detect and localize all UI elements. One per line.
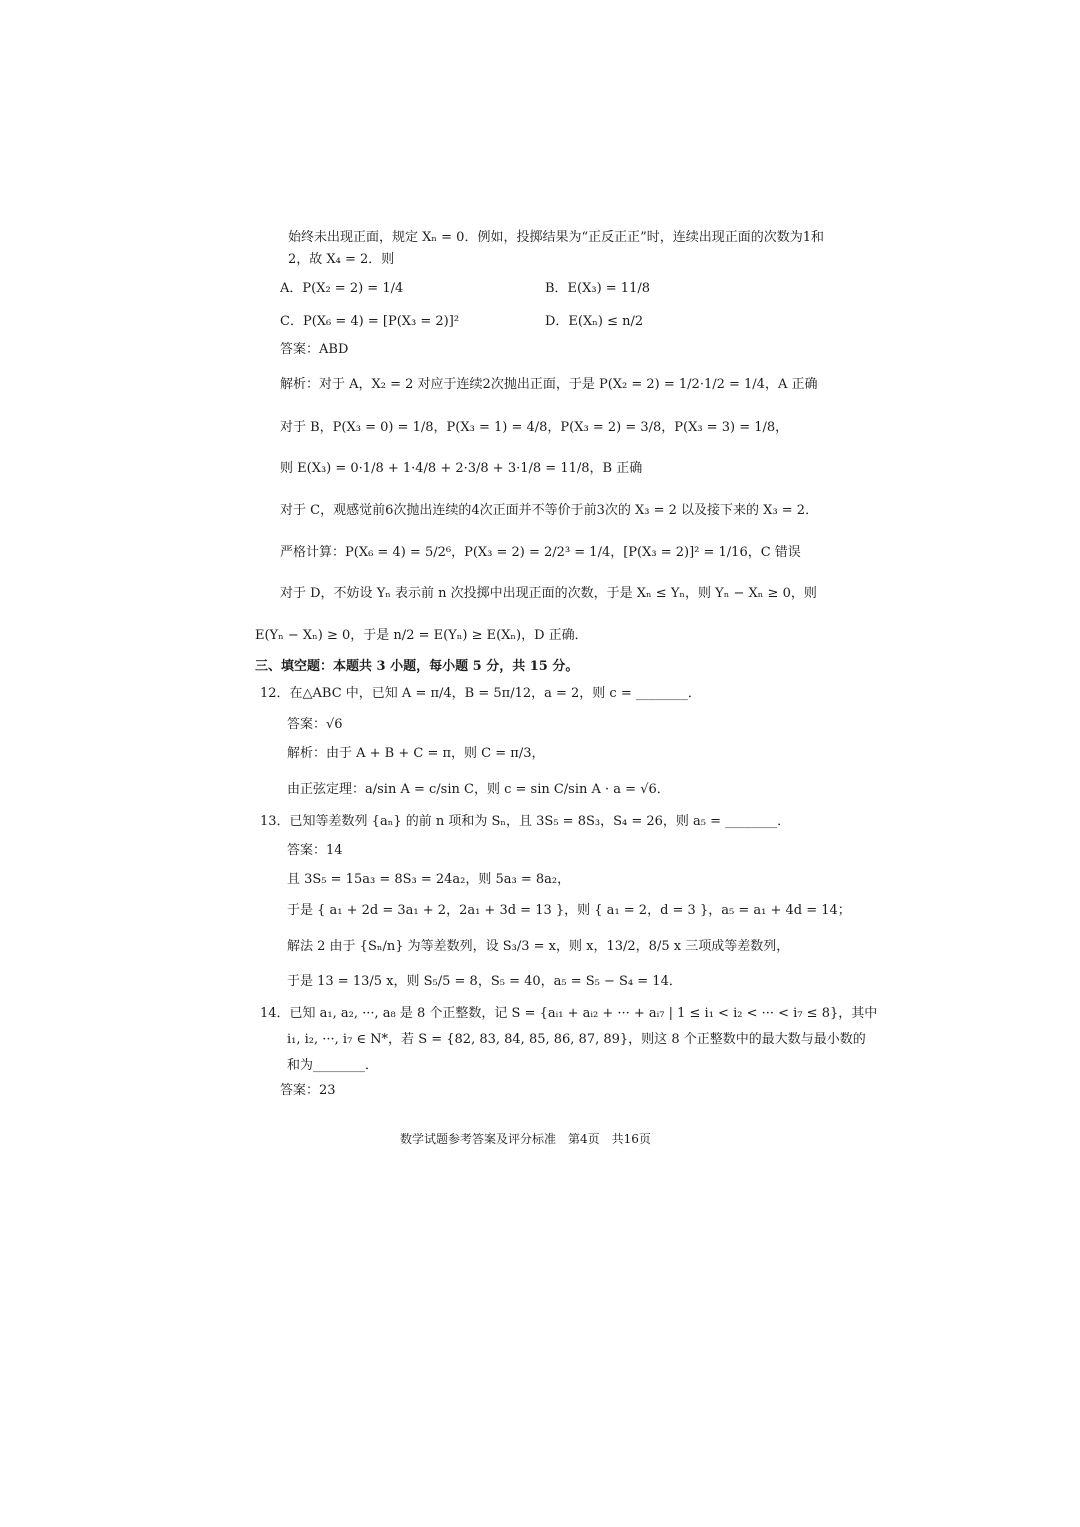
text-line: 于是 { a₁ + 2d = 3a₁ + 2，2a₁ + 3d = 13 }，则 { a₁ = 2，d = 3 }，a₅ = a₁ + 4d = 14； [287, 903, 851, 918]
answer-12: 答案：√6 [287, 717, 343, 732]
text-line: 由正弦定理：a/sin A = c/sin C，则 c = sin C/sin A · a = √6． [287, 782, 670, 797]
option-b: B．E(X₃) = 11/8 [545, 281, 651, 296]
text-line: 对于 B，P(X₃ = 0) = 1/8，P(X₃ = 1) = 4/8，P(X₃ = 2) = 3/8，P(X₃ = 3) = 1/8， [280, 420, 789, 435]
question-12: 12．在△ABC 中，已知 A = π/4，B = 5π/12，a = 2，则 c = ________． [260, 686, 701, 701]
text-line: 对于 D，不妨设 Yₙ 表示前 n 次投掷中出现正面的次数，于是 Xₙ ≤ Yₙ，则 Yₙ − Xₙ ≥ 0，则 [280, 586, 817, 601]
text-line: 解法 2 由于 {Sₙ/n} 为等差数列，设 S₃/3 = x，则 x，13/2，8/5 x 三项成等差数列， [287, 939, 790, 954]
text-line: 2，故 X₄ = 2．则 [288, 252, 395, 267]
text-line: 解析：由于 A + B + C = π，则 C = π/3， [287, 746, 545, 761]
answer-11: 答案：ABD [280, 342, 349, 357]
text-line: 和为________． [287, 1058, 379, 1073]
text-line: 于是 13 = 13/5 x，则 S₅/5 = 8，S₅ = 40，a₅ = S₅ − S₄ = 14． [287, 974, 682, 989]
text-line: 始终未出现正面，规定 Xₙ = 0．例如，投掷结果为“正反正正”时，连续出现正面的次数为1和 [288, 230, 825, 245]
answer-14: 答案：23 [280, 1083, 336, 1098]
option-a: A．P(X₂ = 2) = 1/4 [280, 281, 404, 296]
text-line: 严格计算：P(X₆ = 4) = 5/2⁶，P(X₃ = 2) = 2/2³ = 1/4，[P(X₃ = 2)]² = 1/16，C 错误 [280, 545, 801, 560]
text-line: 解析：对于 A，X₂ = 2 对应于连续2次抛出正面，于是 P(X₂ = 2) = 1/2·1/2 = 1/4，A 正确 [280, 377, 818, 392]
question-14: 14．已知 a₁, a₂, ···, a₈ 是 8 个正整数，记 S = {aᵢ₁ + aᵢ₂ + ··· + aᵢ₇ | 1 ≤ i₁ < i₂ < ··· < i₇ ≤ 8}，其中 [260, 1006, 878, 1021]
option-c: C．P(X₆ = 4) = [P(X₃ = 2)]² [280, 314, 460, 329]
text-line: 对于 C，观感觉前6次抛出连续的4次正面并不等价于前3次的 X₃ = 2 以及接下来的 X₃ = 2． [280, 503, 819, 518]
text-line: E(Yₙ − Xₙ) ≥ 0，于是 n/2 = E(Yₙ) ≥ E(Xₙ)，D 正确． [255, 628, 588, 643]
page-footer: 数学试题参考答案及评分标准 第4页 共16页 [400, 1132, 651, 1146]
section-heading: 三、填空题：本题共 3 小题，每小题 5 分，共 15 分。 [255, 659, 579, 674]
option-d: D．E(Xₙ) ≤ n/2 [545, 314, 644, 329]
text-line: 则 E(X₃) = 0·1/8 + 1·4/8 + 2·3/8 + 3·1/8 = 11/8，B 正确 [280, 461, 643, 476]
answer-13: 答案：14 [287, 843, 343, 858]
text-line: i₁, i₂, ···, i₇ ∈ N*，若 S = {82, 83, 84, 85, 86, 87, 89}，则这 8 个正整数中的最大数与最小数的 [287, 1032, 866, 1047]
question-13: 13．已知等差数列 {aₙ} 的前 n 项和为 Sₙ，且 3S₅ = 8S₃，S₄ = 26，则 a₅ = ________． [260, 814, 791, 829]
text-line: 且 3S₅ = 15a₃ = 8S₃ = 24a₂，则 5a₃ = 8a₂， [287, 872, 571, 887]
